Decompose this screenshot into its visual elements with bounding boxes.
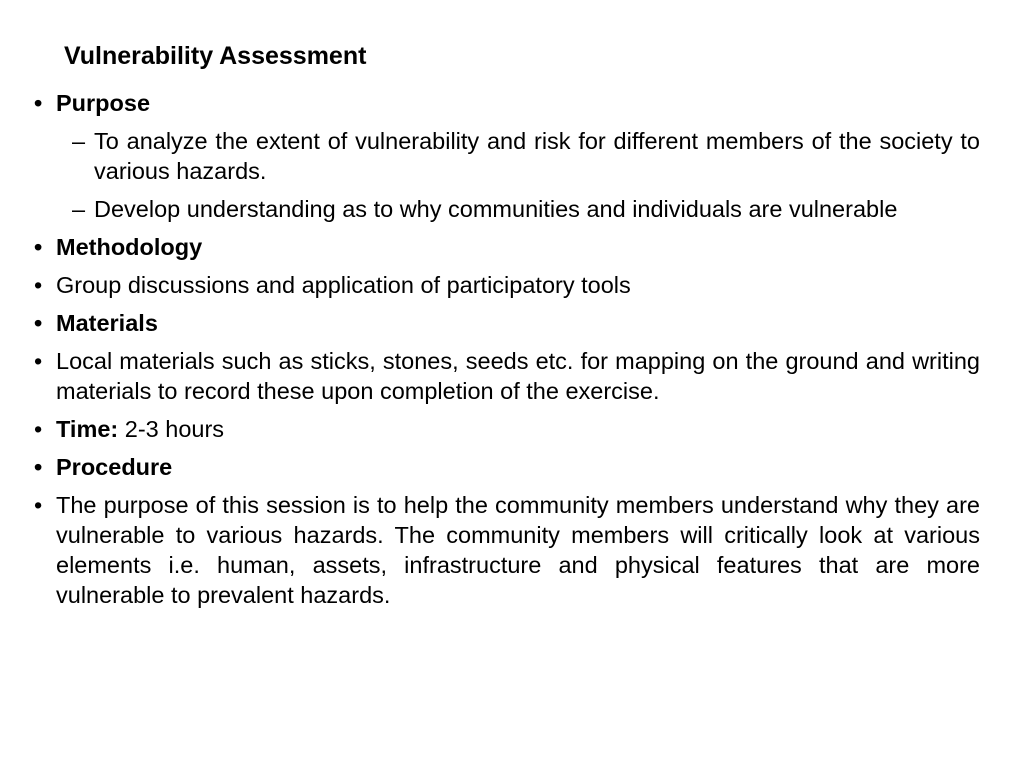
time-value: 2-3 hours [124, 416, 225, 442]
bullet-materials-heading: • Materials [34, 308, 980, 338]
bullet-materials-text: • Local materials such as sticks, stones, seeds etc. for mapping on the ground and writing materials to record these upon completion of the exercise. [34, 346, 980, 406]
slide-title: Vulnerability Assessment [64, 42, 367, 70]
sub-bullet-purpose-analyze: – To analyze the extent of vulnerability and risk for different members of the society to various hazards. [34, 126, 980, 186]
slide-content [34, 88, 980, 610]
bullet-procedure-heading: • Procedure [34, 452, 980, 482]
time-label: Time: [56, 416, 119, 442]
bullet-purpose-heading: • Purpose [34, 88, 980, 118]
bullet-procedure-text: • The purpose of this session is to help the community members understand why they are vulnerable to various hazards. The community members will critically look at various elements i.e. human, assets, infrastructure and physical features that are more vulnerable to prevalent hazards. [34, 490, 980, 610]
bullet-methodology-heading: • Methodology [34, 232, 980, 262]
sub-bullet-purpose-understanding: – Develop understanding as to why communities and individuals are vulnerable [34, 194, 980, 224]
bullet-time [34, 414, 980, 444]
bullet-methodology-text: • Group discussions and application of participatory tools [34, 270, 980, 300]
